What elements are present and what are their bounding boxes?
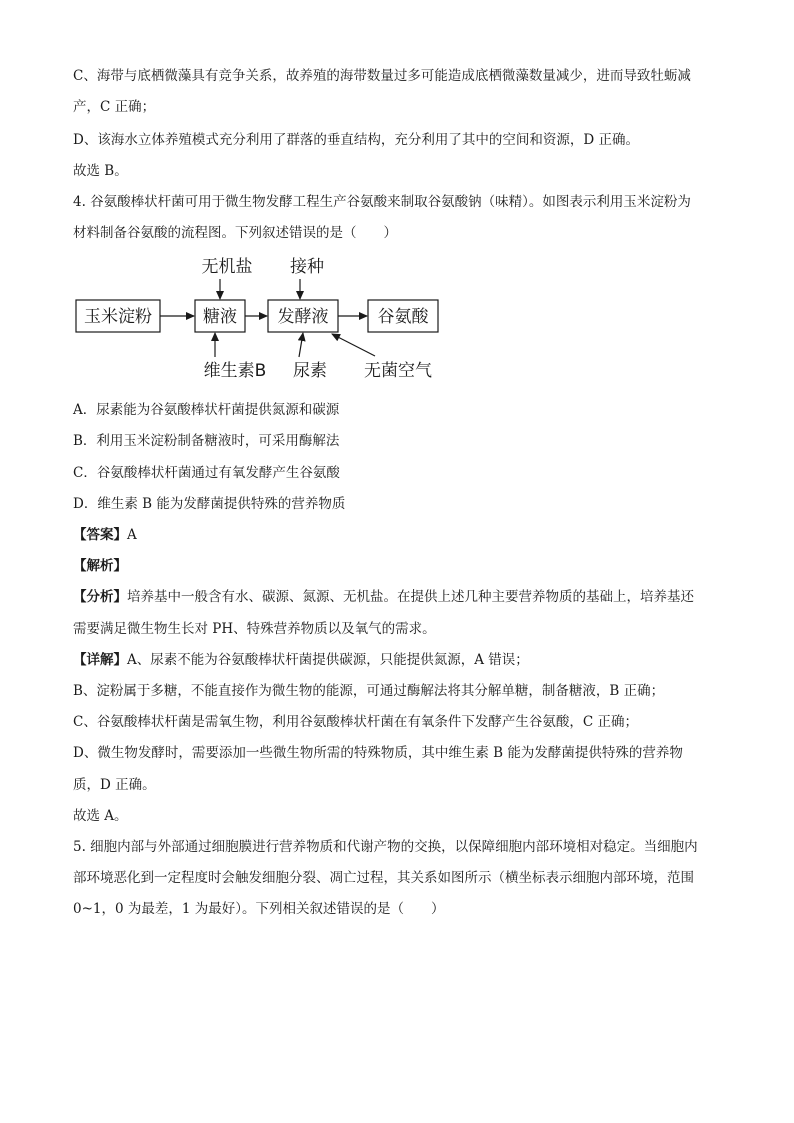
xiangjie-line-d1: D、微生物发酵时，需要添加一些微生物所需的特殊物质，其中维生素 B 能为发酵菌提供特殊的营养物 xyxy=(73,745,683,761)
q5-stem-line2: 部环境恶化到一定程度时会触发细胞分裂、凋亡过程，其关系如图所示（横坐标表示细胞内部环境，范围 xyxy=(73,870,694,886)
prev-option-c-line2: 产，C 正确； xyxy=(73,99,156,115)
q4-stem-line2: 材料制备谷氨酸的流程图。下列叙述错误的是（ ） xyxy=(73,225,397,241)
xiangjie-text-a: A、尿素不能为谷氨酸棒状杆菌提供碳源，只能提供氮源，A 错误； xyxy=(127,652,529,668)
q4-choose-line: 故选 A。 xyxy=(73,808,128,824)
prev-option-c-line1: C、海带与底栖微藻具有竞争关系，故养殖的海带数量过多可能造成底栖微藻数量减少，进而导致牡蛎减 xyxy=(73,68,691,84)
input-urea-label: 尿素 xyxy=(293,361,327,381)
q5-stem-line1: 5. 细胞内部与外部通过细胞膜进行营养物质和代谢产物的交换，以保障细胞内部环境相对稳定。当细胞内 xyxy=(73,839,698,855)
q4-option-a: A．尿素能为谷氨酸棒状杆菌提供氮源和碳源 xyxy=(73,402,340,418)
input-sterile-air-label: 无菌空气 xyxy=(364,361,432,381)
arrow-urea xyxy=(299,333,303,357)
box-glutamic-acid-label: 谷氨酸 xyxy=(377,307,429,327)
arrow-sterile-air xyxy=(332,334,375,356)
q4-option-c: C．谷氨酸棒状杆菌通过有氧发酵产生谷氨酸 xyxy=(73,465,340,481)
fenxi-text1: 培养基中一般含有水、碳源、氮源、无机盐。在提供上述几种主要营养物质的基础上，培养基还 xyxy=(127,589,694,605)
box-corn-starch-label: 玉米淀粉 xyxy=(84,307,152,327)
fenxi-line1 xyxy=(73,587,694,607)
fenxi-line2: 需要满足微生物生长对 PH、特殊营养物质以及氧气的需求。 xyxy=(73,621,436,637)
box-sugar-solution-label: 糖液 xyxy=(203,307,237,327)
input-inoculation-label: 接种 xyxy=(290,257,324,277)
xiangjie-label: 【详解】 xyxy=(73,652,127,668)
xiangjie-line-b: B、淀粉属于多糖，不能直接作为微生物的能源，可通过酶解法将其分解单糖，制备糖液，B 正确； xyxy=(73,683,665,699)
analysis-label: 【解析】 xyxy=(73,558,127,574)
prev-choose-line: 故选 B。 xyxy=(73,163,128,179)
answer-label: 【答案】 xyxy=(73,527,127,543)
xiangjie-line-c: C、谷氨酸棒状杆菌是需氧生物，利用谷氨酸棒状杆菌在有氧条件下发酵产生谷氨酸，C 正确； xyxy=(73,714,638,730)
q4-option-d: D．维生素 B 能为发酵菌提供特殊的营养物质 xyxy=(73,496,346,512)
q4-option-b: B．利用玉米淀粉制备糖液时，可采用酶解法 xyxy=(73,433,340,449)
input-inorganic-salt-label: 无机盐 xyxy=(201,257,253,277)
xiangjie-line-d2: 质，D 正确。 xyxy=(73,777,156,793)
prev-option-d-line: D、该海水立体养殖模式充分利用了群落的垂直结构，充分利用了其中的空间和资源，D 正确。 xyxy=(73,132,639,148)
xiangjie-line-a xyxy=(73,650,529,670)
answer-value: A xyxy=(127,527,137,543)
input-vitamin-b-label: 维生素B xyxy=(203,361,267,381)
q4-stem-line1: 4. 谷氨酸棒状杆菌可用于微生物发酵工程生产谷氨酸来制取谷氨酸钠（味精）。如图表示利用玉米淀粉为 xyxy=(73,194,691,210)
analysis-heading xyxy=(73,556,127,576)
answer-line xyxy=(73,525,137,545)
box-fermentation-broth-label: 发酵液 xyxy=(277,307,329,327)
q4-flowchart xyxy=(70,250,450,385)
q5-stem-line3: 0~1，0 为最差，1 为最好）。下列相关叙述错误的是（ ） xyxy=(73,901,445,917)
fenxi-label: 【分析】 xyxy=(73,589,127,605)
